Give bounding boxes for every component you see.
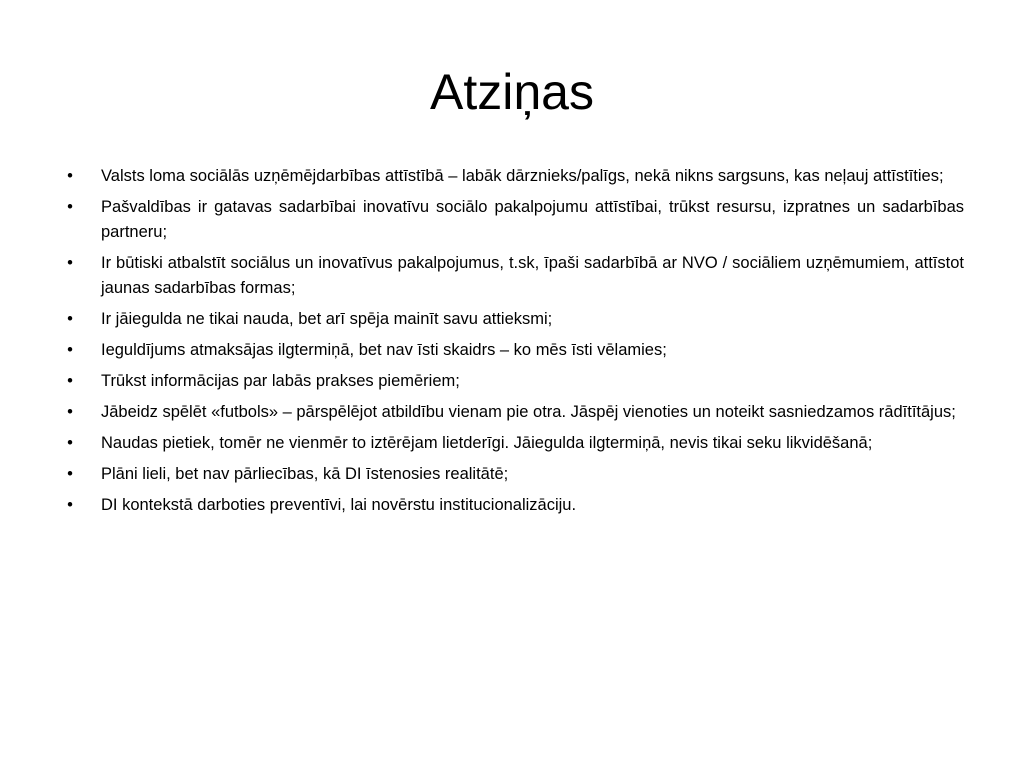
bullet-text: Jābeidz spēlēt «futbols» – pārspēlējot atbildību vienam pie otra. Jāspēj vienoties un noteikt sasniedzamos rādītītājus; [101, 403, 956, 421]
bullet-text: Naudas pietiek, tomēr ne vienmēr to iztērējam lietderīgi. Jāiegulda ilgtermiņā, nevis tikai seku likvidēšanā; [101, 434, 873, 452]
bullet-item [60, 493, 964, 518]
bullet-icon: • [67, 372, 73, 390]
bullet-item [60, 164, 964, 189]
bullet-icon: • [67, 310, 73, 328]
bullet-text: Ir jāiegulda ne tikai nauda, bet arī spēja mainīt savu attieksmi; [101, 310, 553, 328]
bullet-item [60, 251, 964, 301]
bullet-icon: • [67, 496, 73, 514]
bullet-text: Valsts loma sociālās uzņēmējdarbības attīstībā – labāk dārznieks/palīgs, nekā nikns sargsuns, kas neļauj attīstīties; [101, 167, 944, 185]
bullet-icon: • [67, 434, 73, 452]
slide-title: Atziņas [430, 64, 594, 120]
bullet-item [60, 195, 964, 245]
bullet-icon: • [67, 403, 73, 421]
bullet-item [60, 400, 964, 425]
bullet-item [60, 338, 964, 363]
bullet-icon: • [67, 254, 73, 272]
bullet-text: Plāni lieli, bet nav pārliecības, kā DI īstenosies realitātē; [101, 465, 509, 483]
bullet-item [60, 369, 964, 394]
bullet-icon: • [67, 465, 73, 483]
bullet-item [60, 462, 964, 487]
bullet-icon: • [67, 167, 73, 185]
bullet-text: DI kontekstā darboties preventīvi, lai novērstu institucionalizāciju. [101, 496, 577, 514]
bullet-text: Trūkst informācijas par labās prakses piemēriem; [101, 372, 460, 390]
bullet-icon: • [67, 198, 73, 216]
bullet-text: Ieguldījums atmaksājas ilgtermiņā, bet nav īsti skaidrs – ko mēs īsti vēlamies; [101, 341, 667, 359]
bullet-text: Pašvaldības ir gatavas sadarbībai inovatīvu sociālo pakalpojumu attīstībai, trūkst resursu, izpratnes un sadarbības partneru; [101, 198, 964, 241]
bullet-icon: • [67, 341, 73, 359]
bullet-item [60, 307, 964, 332]
bullet-list [60, 164, 964, 524]
bullet-text: Ir būtiski atbalstīt sociālus un inovatīvus pakalpojumus, t.sk, īpaši sadarbībā ar NVO / sociāliem uzņēmumiem, attīstot jaunas sadarbības formas; [101, 254, 964, 297]
bullet-item [60, 431, 964, 456]
